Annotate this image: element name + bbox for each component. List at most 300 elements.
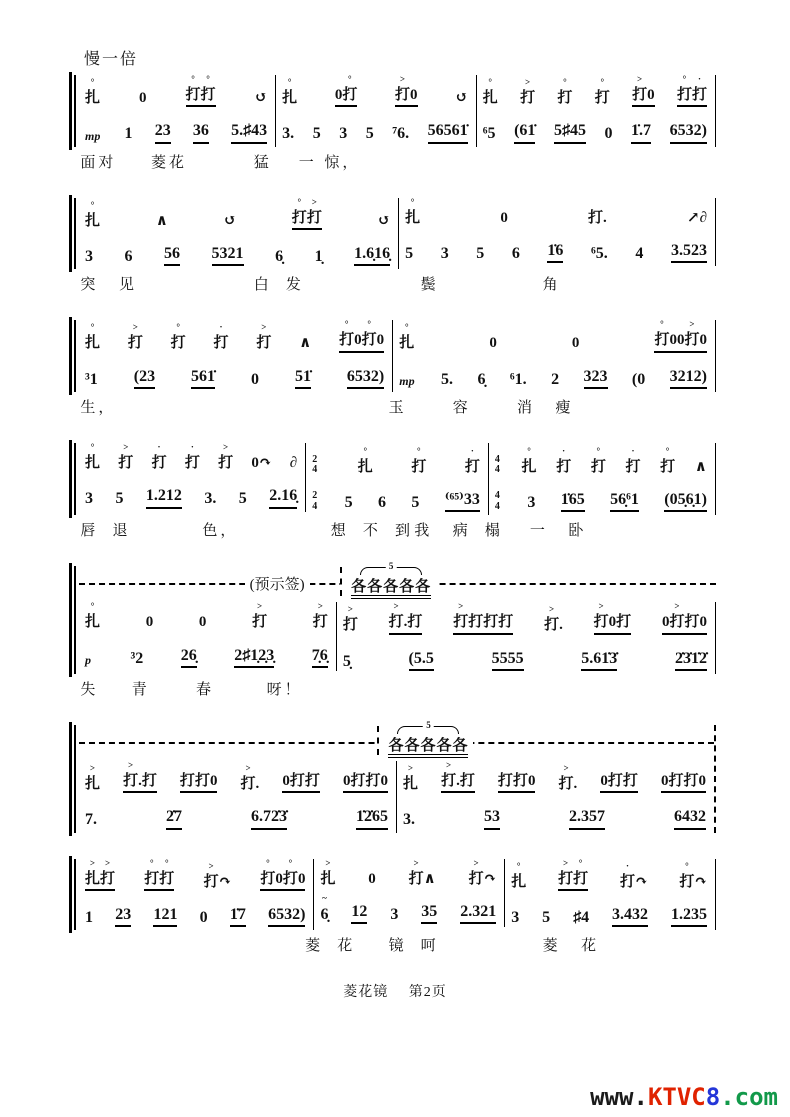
note-token: ∧ <box>694 458 707 475</box>
music-system <box>74 75 716 172</box>
note-token: 3 <box>440 244 449 262</box>
note-token: 5321 <box>212 245 244 266</box>
note-token: 打 > . <box>544 604 563 634</box>
note-token: 打 > 0 <box>395 87 418 107</box>
note-token: 6532) <box>347 368 384 389</box>
lyrics-line <box>74 517 716 540</box>
note-token: ³1 <box>85 370 98 388</box>
note-token: 打 > . <box>558 762 578 792</box>
note-token: 2 <box>551 370 560 388</box>
note-token: 扎 ° <box>521 445 537 475</box>
note-token: 53 <box>484 808 500 829</box>
lyric-word: 发 <box>285 277 304 294</box>
note-token: 1 <box>124 125 133 143</box>
note-token: 0打打 <box>600 773 638 793</box>
note-token: 121 <box>153 906 177 927</box>
lyric-word: 镜 <box>388 938 407 955</box>
note-token: 3 <box>527 493 536 511</box>
tuplet-number: 5 <box>423 721 434 730</box>
note-token: 26̣ <box>181 647 197 668</box>
note-token: 5 <box>115 490 124 508</box>
lyric-word: 玉 <box>388 399 407 416</box>
note-token: 6 <box>511 244 520 262</box>
note-token: ⁶1. <box>509 370 527 388</box>
note-token: 561̇ <box>191 368 215 389</box>
lyrics-line <box>74 394 716 417</box>
note-token: 0 <box>250 370 259 388</box>
lyric-word: 角 <box>542 277 561 294</box>
measure <box>399 198 716 270</box>
lyric-word: 不 <box>362 523 381 540</box>
cue-annotation-line <box>79 561 716 602</box>
note-token: 12 <box>351 903 367 924</box>
note-token: 打 > <box>312 601 328 631</box>
percussion-line <box>79 761 397 796</box>
note-token: 0 <box>368 870 376 887</box>
note-token: 扎 ° <box>85 441 101 471</box>
watermark-url[interactable] <box>590 1083 778 1111</box>
percussion-line <box>314 859 505 891</box>
note-token: 323 <box>584 368 608 389</box>
note-token: ⁶5 <box>482 125 496 143</box>
note-token: 扎 ° <box>511 860 527 890</box>
measure-row <box>79 320 716 392</box>
lyric-word: 呵 <box>420 938 439 955</box>
lyric-word: 生， <box>80 399 117 416</box>
note-token: 打 ° <box>660 445 676 475</box>
tuplet-bracket <box>397 719 459 734</box>
note-token: 5 <box>238 490 247 508</box>
melody-line <box>79 475 306 511</box>
note-token: 打打0 <box>180 773 218 793</box>
measure <box>477 75 716 147</box>
music-system <box>74 198 716 295</box>
note-token: 0 <box>199 908 208 926</box>
note-token: 6432 <box>674 808 706 829</box>
note-token: 56561̇ <box>428 122 468 143</box>
note-token: 打 > . <box>240 762 260 792</box>
footer-title: 菱花镜 <box>343 985 389 1001</box>
note-token: 打 ° <box>411 445 427 475</box>
note-token: 打 > .打 <box>441 773 475 793</box>
note-token: ⁶5. <box>591 244 608 262</box>
melody-line <box>79 635 337 671</box>
melody-line <box>306 479 489 515</box>
lyric-word: 退 <box>112 523 131 540</box>
note-token: 5 <box>365 125 374 143</box>
drum-syllables-text: 各各各各各 <box>351 579 431 599</box>
lyric-word: 容 <box>452 399 471 416</box>
lyric-word: 榻 <box>484 523 503 540</box>
lyric-word: 病 <box>452 523 471 540</box>
note-token: 0 <box>198 614 207 631</box>
note-token: 打 · <box>464 445 480 475</box>
note-token: 0打打0 <box>343 773 388 793</box>
note-token: 打 ° ↷ <box>679 860 707 890</box>
note-token: 1̇.7 <box>631 122 651 143</box>
watermark-segment: KTVC <box>647 1083 706 1111</box>
note-token: 23 <box>155 122 171 143</box>
lyric-word: 春 <box>195 681 214 698</box>
note-token: 打 > <box>252 601 268 631</box>
melody-line <box>314 891 505 927</box>
melody-line <box>505 894 716 930</box>
music-system <box>74 859 716 956</box>
note-token: 2♯1̣2̣3̣ <box>234 647 274 668</box>
note-token: 打 > .打 <box>123 773 157 793</box>
note-token: 打 > ↷ <box>468 857 497 887</box>
note-token: 3. <box>204 490 217 508</box>
note-token: (61̇ <box>514 122 535 143</box>
dynamic-marking: mp <box>85 128 101 143</box>
lyric-word: 消 <box>516 399 535 416</box>
note-token: 0 <box>139 90 147 106</box>
note-token: 2̇7 <box>166 808 182 829</box>
measure <box>306 443 489 515</box>
measure <box>79 320 393 392</box>
note-token: 5♯45 <box>554 122 586 143</box>
lyric-word: 卧 <box>568 523 587 540</box>
melody-line <box>79 233 399 269</box>
note-token: 打 ° 00打 > 0 <box>654 332 707 352</box>
lyric-word: 我 <box>414 523 433 540</box>
measure-row <box>79 443 716 515</box>
percussion-line <box>79 443 306 475</box>
note-token: 打 > 0打 <box>594 614 632 634</box>
note-token: 0 <box>604 125 613 143</box>
note-token: 3 <box>390 905 399 923</box>
note-token: 打 > 打 ° <box>558 871 588 891</box>
note-token: 3 <box>339 125 348 143</box>
note-token: 扎 ° <box>482 77 498 106</box>
note-token: ∂ <box>289 454 298 471</box>
note-token: 0打 > 打0 <box>662 614 707 634</box>
note-token: ↺ <box>455 90 468 106</box>
percussion-line <box>505 859 716 894</box>
time-signature: 4 4 <box>494 453 500 476</box>
lyric-word: 突 <box>80 277 99 294</box>
note-token: 扎 ° <box>85 77 101 106</box>
lyric-word: 失 <box>80 681 99 698</box>
measure <box>79 859 314 931</box>
note-token: 扎 ° <box>85 322 101 352</box>
melody-line <box>397 796 714 832</box>
note-token: 5 <box>542 908 551 926</box>
percussion-line <box>79 320 393 355</box>
note-token: 打 · <box>213 322 229 352</box>
measure <box>276 75 477 147</box>
note-token: 0 <box>489 335 497 352</box>
lyrics-line <box>74 932 716 955</box>
note-token: 6̣ ~ <box>320 892 329 923</box>
note-token: 3.523 <box>671 242 707 263</box>
measure <box>397 761 714 833</box>
note-token: ³2 <box>130 649 144 667</box>
note-token: 打 ° 0打 ° 0 <box>260 871 305 891</box>
lyric-word: 花 <box>337 938 356 955</box>
stave <box>74 859 716 931</box>
measure <box>79 761 397 833</box>
note-token: 扎 > <box>85 762 101 792</box>
stave <box>74 561 716 674</box>
note-token: 5 <box>344 493 353 511</box>
cue-annotation-line <box>79 719 714 761</box>
measure <box>79 198 399 270</box>
lyric-word: 想 <box>330 523 349 540</box>
lyric-word: 唇 <box>80 523 99 540</box>
note-token: 2̇3̇1̇2̇ <box>675 650 707 671</box>
melody-line <box>337 638 716 674</box>
note-token: 0打 ° <box>335 87 358 107</box>
watermark-segment: 8 <box>705 1083 721 1111</box>
stave <box>74 320 716 392</box>
stave <box>74 719 716 833</box>
note-token: 打 > <box>342 604 358 634</box>
percussion-line <box>79 602 337 634</box>
note-token: 扎 ° <box>399 322 415 352</box>
drum-syllables <box>377 719 473 755</box>
stave <box>74 443 716 515</box>
note-token: 36 <box>193 122 209 143</box>
note-token: 扎 > <box>320 857 336 887</box>
note-token: 6 <box>124 247 133 265</box>
note-token: 1̇2̇65 <box>356 808 388 829</box>
lyric-word: 菱 <box>542 938 561 955</box>
note-token: 扎 > <box>403 762 419 792</box>
measure <box>314 859 505 931</box>
note-token: 0↷ <box>251 454 272 471</box>
note-token: 1̇7 <box>230 906 246 927</box>
percussion-line <box>79 198 399 233</box>
note-token: 0 <box>500 209 508 226</box>
measure <box>79 75 276 147</box>
note-token: 扎 ° <box>357 445 373 475</box>
note-token: ♯4 <box>573 908 590 926</box>
lyric-word: 菱花 <box>151 154 188 171</box>
note-token: 6 <box>377 493 386 511</box>
note-token: ∧ <box>299 335 312 352</box>
note-token: 3 <box>85 247 93 265</box>
note-token: 打 > <box>256 322 272 352</box>
note-token: 0打打 <box>282 773 320 793</box>
measure <box>393 320 716 392</box>
lyric-word: 花 <box>581 938 600 955</box>
note-token: 6532) <box>268 906 305 927</box>
note-token: 打 · <box>625 445 641 475</box>
tuplet-number: 5 <box>386 562 397 571</box>
measure <box>505 859 716 931</box>
note-token: ↗∂ <box>687 209 707 226</box>
note-token: 打 ° <box>557 77 573 106</box>
note-token: 3212) <box>670 368 707 389</box>
note-token: (0 <box>631 370 646 388</box>
note-token: 打 ° <box>590 445 606 475</box>
note-token: 2.321 <box>460 903 496 924</box>
note-token: ⁷6. <box>392 125 410 143</box>
lyric-word: 面对 <box>80 154 117 171</box>
percussion-line <box>489 443 716 479</box>
measure <box>337 602 716 674</box>
note-token: 打 > 打打打 <box>453 614 513 634</box>
watermark-segment: www. <box>590 1083 648 1111</box>
note-token: (05̣6̣1) <box>664 491 707 512</box>
dynamic-marking: mp <box>399 374 415 389</box>
percussion-line <box>79 75 276 110</box>
note-token: 1.235 <box>671 906 707 927</box>
note-token: ⁽⁶⁵⁾33 <box>445 491 480 512</box>
note-token: 打 > .打 <box>389 614 423 634</box>
melody-line <box>399 230 716 266</box>
note-token: 扎 ° <box>405 196 421 226</box>
note-token: 1̇6 <box>547 242 563 263</box>
note-token: 1.6̣16̣ <box>354 245 390 266</box>
lyric-word: 青 <box>131 681 150 698</box>
time-signature: 2 4 <box>312 453 318 476</box>
tuplet-bracket <box>360 561 422 575</box>
melody-line <box>79 356 393 392</box>
note-token: 2.16̣ <box>269 487 297 508</box>
note-token: 5 <box>411 493 420 511</box>
melody-line <box>489 479 716 515</box>
note-token: 打. <box>588 209 607 226</box>
lyric-word: 惊， <box>324 154 361 171</box>
measure <box>489 443 716 515</box>
note-token: 打 ° <box>170 322 186 352</box>
note-token: (5.5 <box>409 650 434 671</box>
note-token: 打 > <box>218 441 234 471</box>
tempo-marking: 慢一倍 <box>84 51 139 68</box>
note-token: 1.212 <box>146 487 182 508</box>
note-token: 2.357 <box>569 808 605 829</box>
percussion-line <box>397 761 714 796</box>
note-token: 打 · <box>556 445 572 475</box>
measure-row <box>79 75 716 147</box>
measure <box>79 602 337 674</box>
music-system <box>74 719 716 833</box>
note-token: 0 <box>571 335 580 352</box>
note-token: 打打0 <box>498 773 536 793</box>
note-token: 打 > <box>520 77 536 106</box>
note-token: 5 <box>476 244 485 262</box>
note-token: ↺ <box>377 212 391 229</box>
melody-line <box>79 894 314 930</box>
systems <box>74 75 716 955</box>
melody-line <box>393 356 716 392</box>
lyric-word: 见 <box>118 277 137 294</box>
note-token: 5 <box>405 244 414 262</box>
note-token: 5.♯43 <box>231 122 267 143</box>
note-token: 3. <box>403 811 415 829</box>
note-token: ∧ <box>155 212 168 229</box>
measure <box>79 443 306 515</box>
percussion-line <box>477 75 716 110</box>
note-token: 扎 ° <box>85 601 101 631</box>
note-token: 扎 > 打 > <box>85 871 115 891</box>
percussion-line <box>306 443 489 479</box>
lyric-word: 到 <box>395 523 414 540</box>
percussion-line <box>79 859 314 894</box>
music-system <box>74 320 716 417</box>
note-token: 6̣ <box>477 370 486 388</box>
drum-syllables-text: 各各各各各 <box>388 738 468 758</box>
stave <box>74 198 716 270</box>
note-token: (23 <box>134 368 155 389</box>
note-token: 6.72̇3̇ <box>251 808 287 829</box>
measure-row <box>79 761 714 833</box>
note-token: 5̣ <box>342 652 351 670</box>
note-token: 5.61̇3̇ <box>581 650 617 671</box>
note-token: 1̣ <box>314 247 323 265</box>
note-token: 1 <box>85 908 93 926</box>
dynamic-marking: p <box>85 653 91 668</box>
note-token: 6̣ <box>275 247 284 265</box>
note-token: 6532) <box>670 122 707 143</box>
note-token: 3 <box>85 490 93 508</box>
cue-label: (预示签) <box>245 573 310 594</box>
lyrics-line <box>74 271 716 294</box>
note-token: 51̇ <box>295 368 311 389</box>
note-token: 打 > <box>118 441 134 471</box>
note-token: 打 ° <box>594 77 610 106</box>
note-token: 56̣⁶1 <box>610 491 639 512</box>
note-token: 3.432 <box>612 906 648 927</box>
time-signature: 2 4 <box>312 490 318 512</box>
note-token: 7. <box>85 811 97 829</box>
note-token: 3. <box>282 125 295 143</box>
note-token: 扎 ° <box>85 199 101 229</box>
lyric-word: 瘦 <box>555 399 574 416</box>
note-token: 打 ° 打 > <box>292 210 322 230</box>
note-token: 打 · ↷ <box>619 860 648 890</box>
melody-line <box>79 796 397 832</box>
drum-syllables <box>340 561 436 596</box>
note-token: 56 <box>164 245 180 266</box>
lyric-word: 一 <box>298 154 317 171</box>
watermark-segment: .com <box>720 1083 778 1111</box>
time-signature: 4 4 <box>494 490 500 512</box>
note-token: 0 <box>145 614 154 631</box>
lyrics-line <box>74 149 716 172</box>
music-system <box>74 443 716 540</box>
note-token: 0打打0 <box>661 773 706 793</box>
note-token: 5 <box>312 125 321 143</box>
melody-line <box>477 110 716 146</box>
note-token: 35 <box>421 903 437 924</box>
measure-row <box>79 602 716 674</box>
note-token: 5555 <box>492 650 524 671</box>
note-token: 打 ° 打 · <box>677 87 707 107</box>
percussion-line <box>337 602 716 637</box>
note-token: 打 > ∧ <box>408 857 436 887</box>
footer-page-number: 第2页 <box>408 985 447 1001</box>
note-token: 扎 ° <box>282 77 298 106</box>
lyrics-line <box>74 676 716 699</box>
note-token: 打 · <box>184 441 200 471</box>
note-token: 打 · <box>151 441 167 471</box>
percussion-line <box>399 198 716 230</box>
melody-line <box>276 110 477 146</box>
lyric-word: 白 <box>253 277 272 294</box>
note-token: 5. <box>441 370 454 388</box>
note-token: 23 <box>115 906 131 927</box>
measure-row <box>79 198 716 270</box>
stave <box>74 75 716 147</box>
lyric-word: 菱 <box>305 938 324 955</box>
note-token: 打 ° 打 ° <box>186 87 216 107</box>
note-token: ↺ <box>223 212 237 229</box>
note-token: 打 ° 0打 ° 0 <box>339 332 384 352</box>
percussion-line <box>393 320 716 355</box>
